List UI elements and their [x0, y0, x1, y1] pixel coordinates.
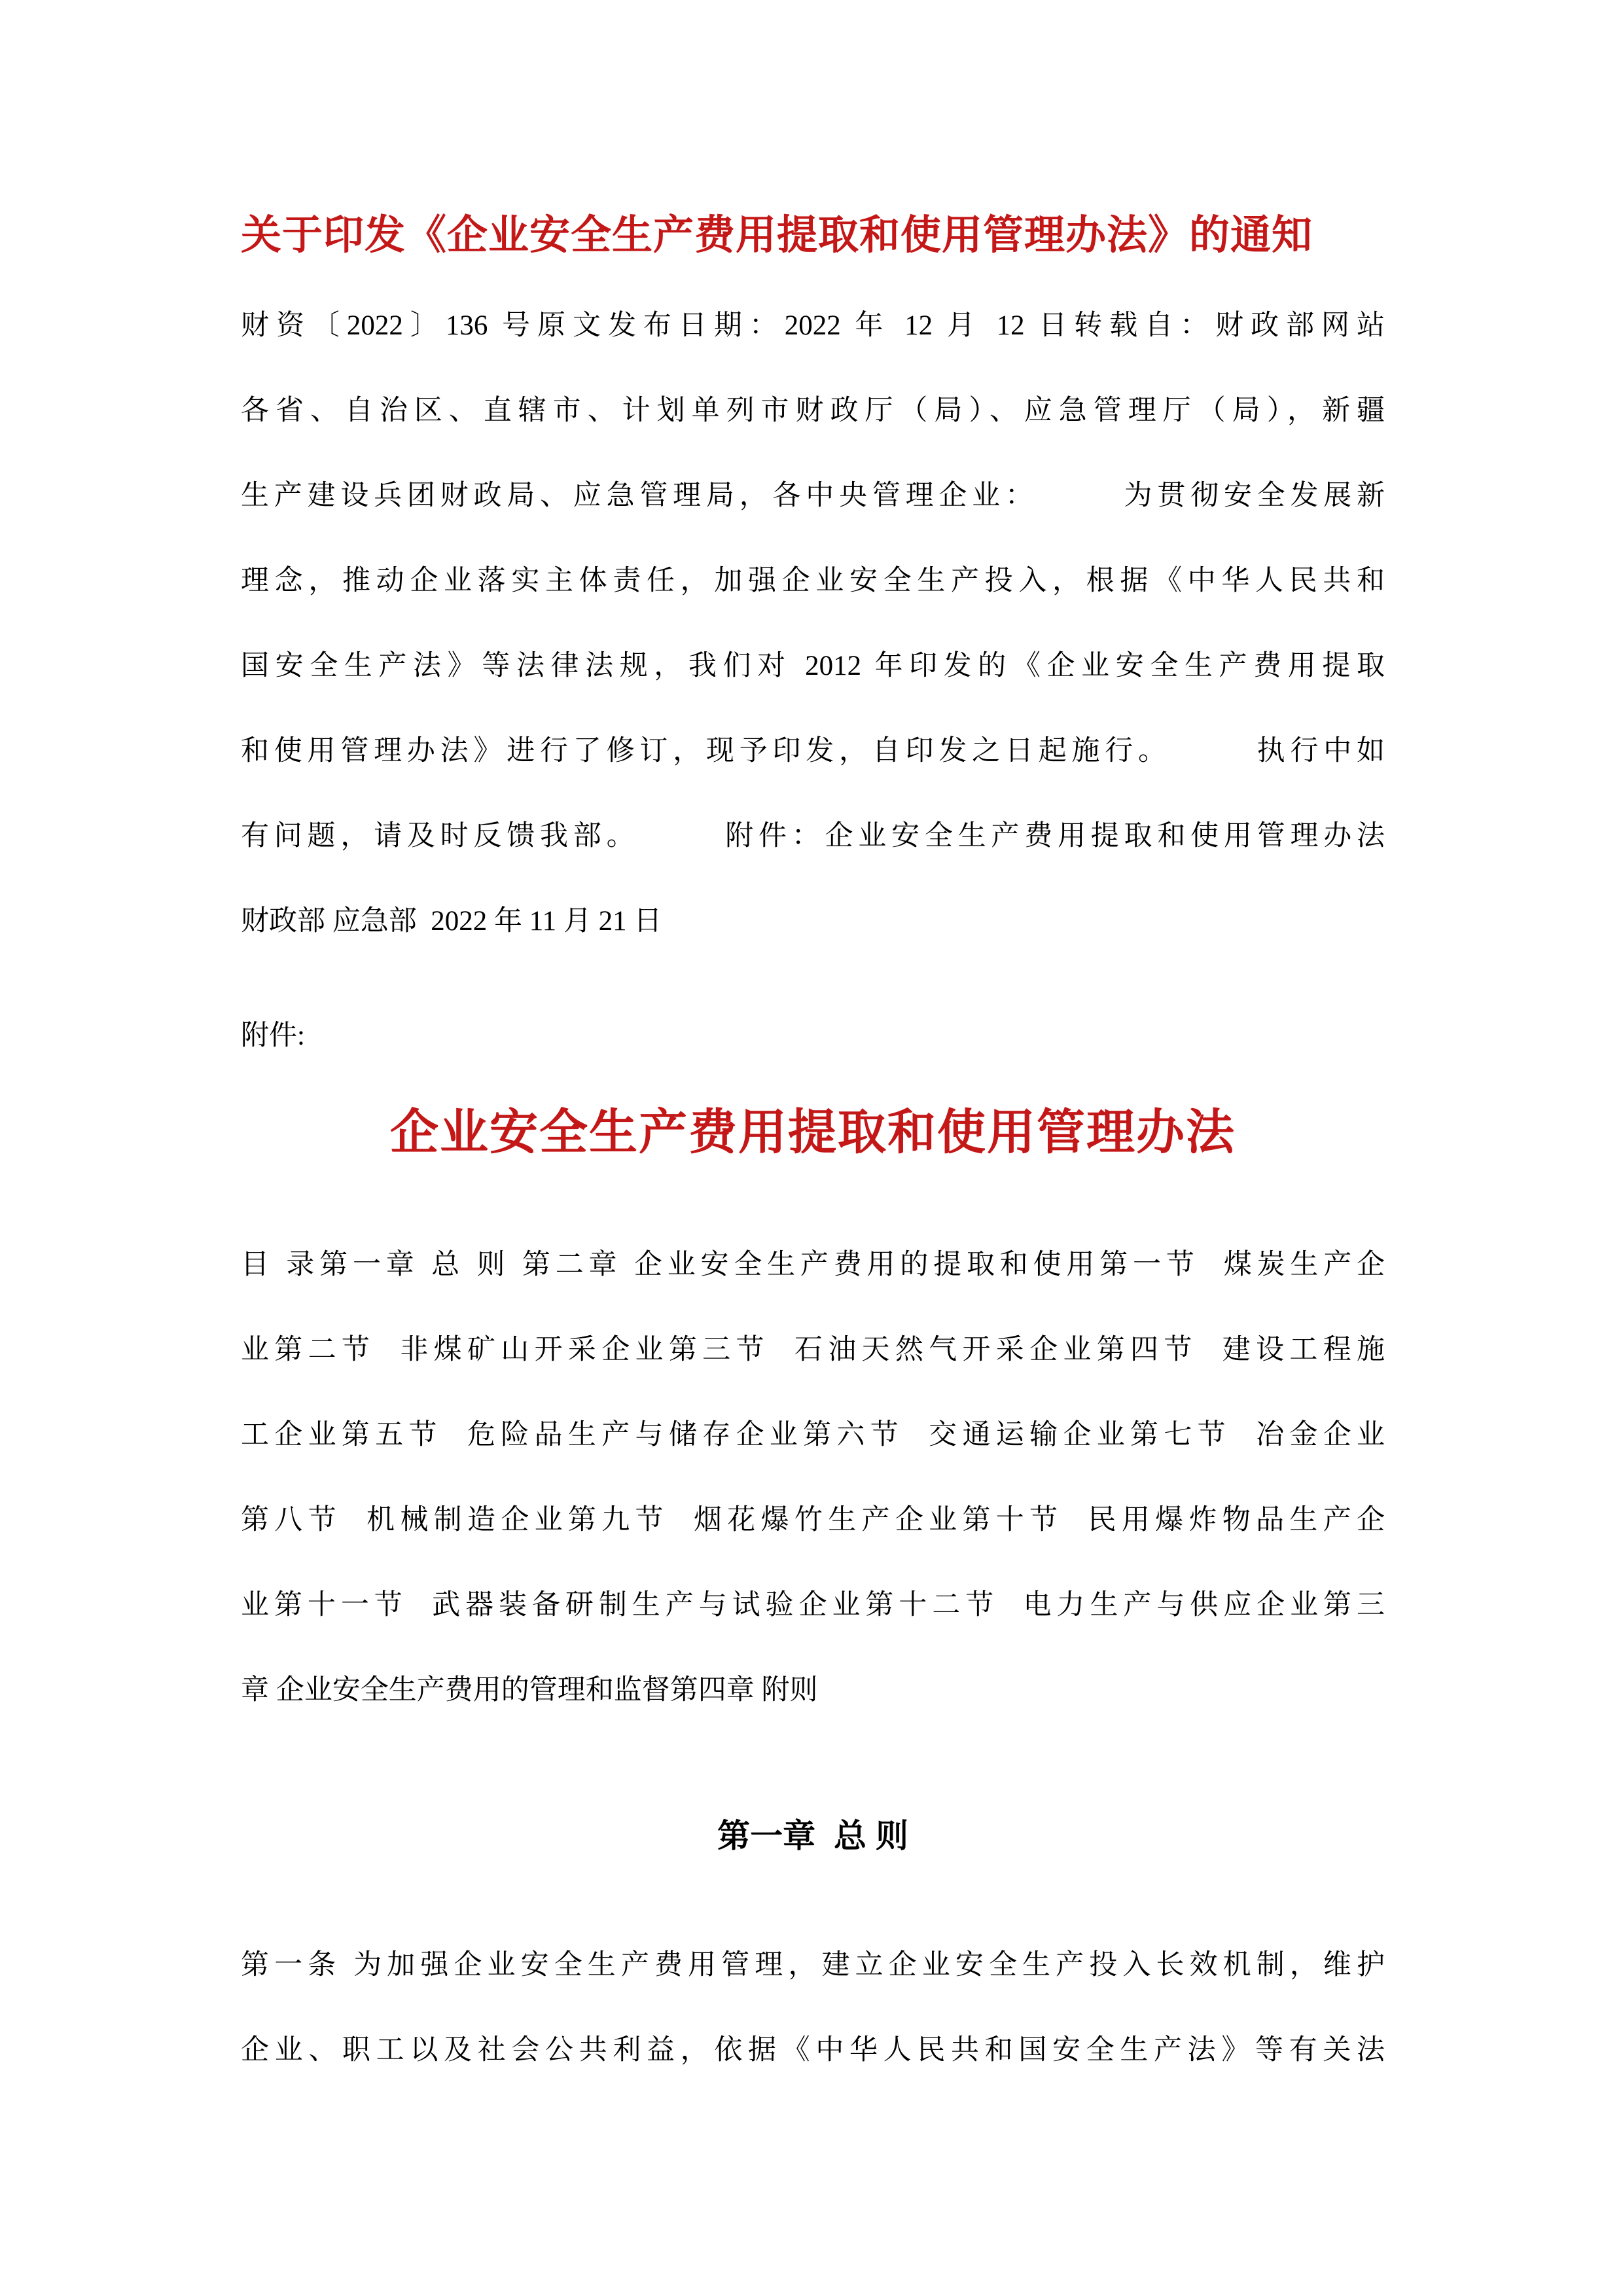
article-line: 第一条 为加强企业安全生产费用管理，建立企业安全生产投入长效机制，维护 — [241, 1950, 1385, 1981]
toc-line: 目 录第一章 总 则 第二章 企业安全生产费用的提取和使用第一节 煤炭生产企 — [241, 1249, 1385, 1280]
attachment-label: 附件: — [241, 1020, 305, 1051]
notice-title: 关于印发《企业安全生产费用提取和使用管理办法》的通知 — [241, 213, 1313, 258]
toc-line: 第八节 机械制造企业第九节 烟花爆竹生产企业第十节 民用爆炸物品生产企 — [241, 1505, 1385, 1535]
notice-paragraph — [241, 283, 1385, 964]
attachment-label-block — [241, 1007, 1385, 1066]
notice-line: 和使用管理办法》进行了修订，现予印发，自印发之日起施行。 执行中如 — [241, 736, 1385, 766]
toc-line: 工企业第五节 危险品生产与储存企业第六节 交通运输企业第七节 冶金企业 — [241, 1420, 1385, 1450]
article-one-paragraph — [241, 1923, 1385, 2093]
notice-line: 生产建设兵团财政局、应急管理局，各中央管理企业： 为贯彻安全发展新 — [241, 480, 1385, 511]
notice-signature-line: 财政部 应急部 2022 年 11 月 21 日 — [241, 906, 662, 937]
notice-line: 财资〔2022〕136 号原文发布日期：2022 年 12 月 12 日转载自：财政部网站 — [241, 310, 1385, 341]
article-line: 企业、职工以及社会公共利益，依据《中华人民共和国安全生产法》等有关法 — [241, 2035, 1385, 2066]
toc-paragraph — [241, 1223, 1385, 1733]
notice-line: 国安全生产法》等法律法规，我们对 2012 年印发的《企业安全生产费用提取 — [241, 651, 1385, 681]
notice-line: 有问题，请及时反馈我部。 附件：企业安全生产费用提取和使用管理办法 — [241, 821, 1385, 852]
notice-line: 理念，推动企业落实主体责任，加强企业安全生产投入，根据《中华人民共和 — [241, 565, 1385, 596]
toc-line: 业第十一节 武器装备研制生产与试验企业第十二节 电力生产与供应企业第三 — [241, 1590, 1385, 1621]
toc-line: 业第二节 非煤矿山开采企业第三节 石油天然气开采企业第四节 建设工程施 — [241, 1335, 1385, 1365]
chapter-one-heading: 第一章 总 则 — [717, 1818, 908, 1854]
notice-line: 各省、自治区、直辖市、计划单列市财政厅（局）、应急管理厅（局），新疆 — [241, 395, 1385, 426]
measure-title: 企业安全生产费用提取和使用管理办法 — [390, 1105, 1236, 1159]
toc-line: 章 企业安全生产费用的管理和监督第四章 附则 — [241, 1675, 818, 1706]
